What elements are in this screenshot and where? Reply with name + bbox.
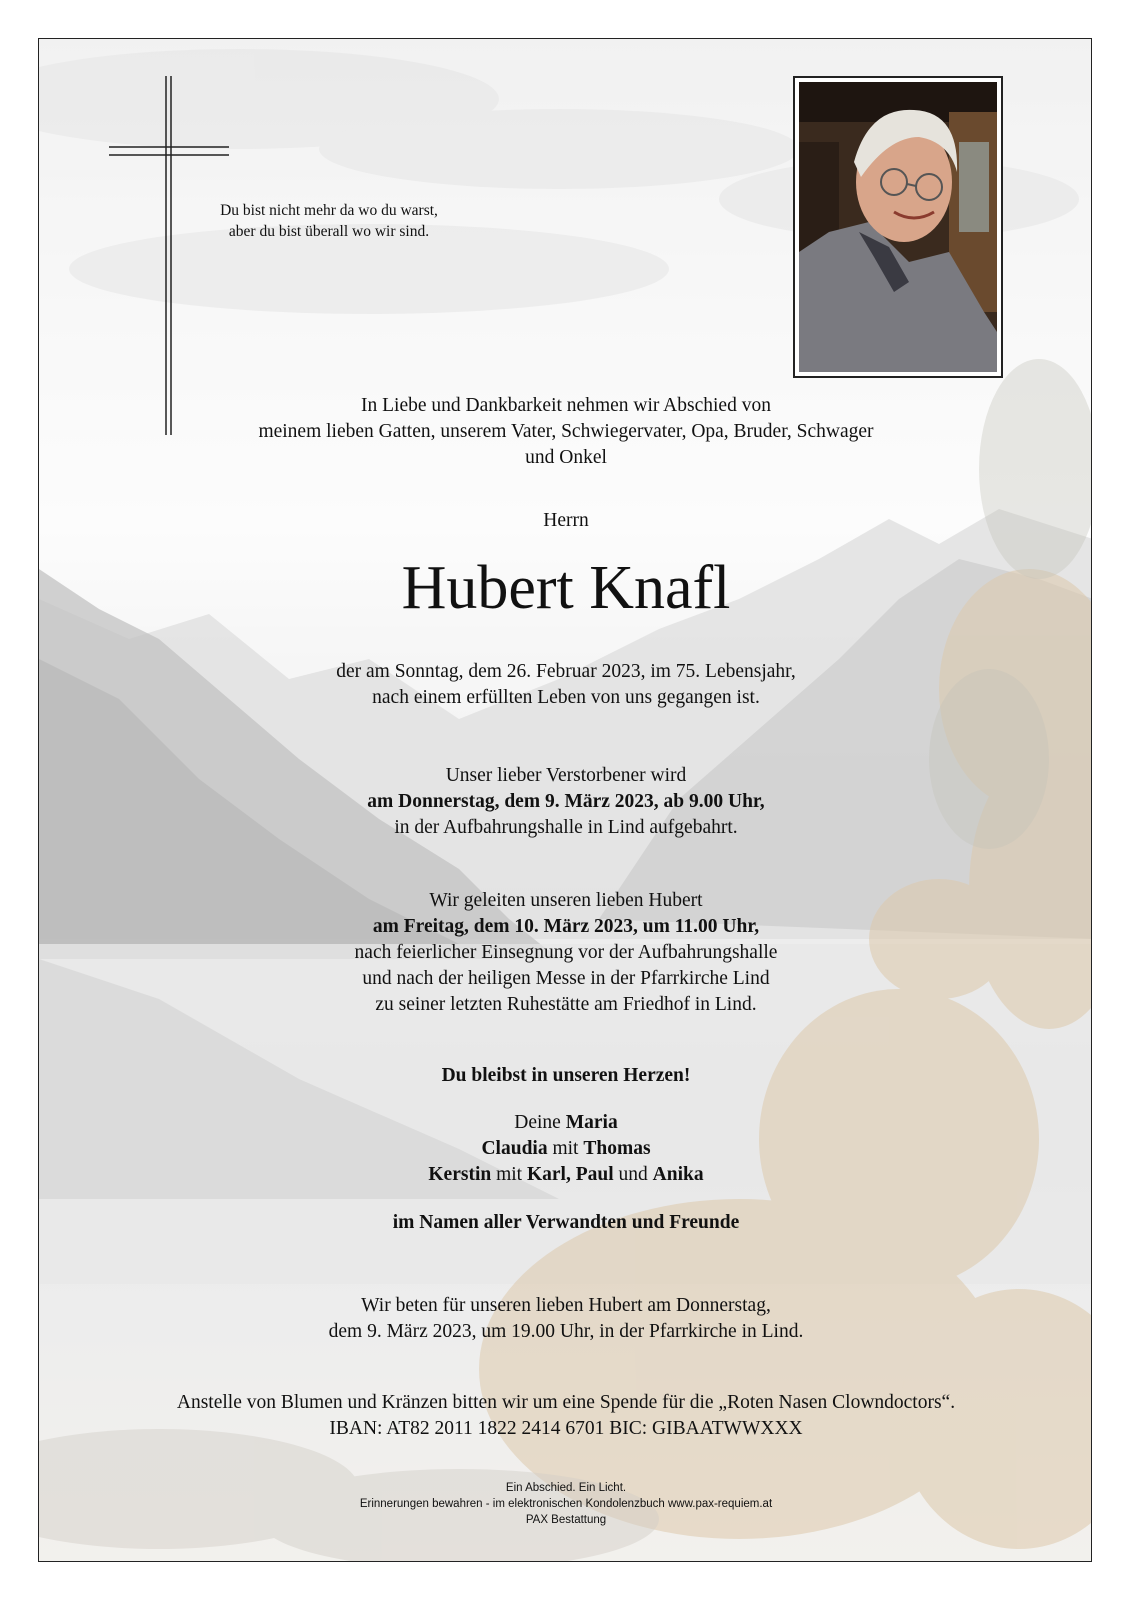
funeral-date: am Freitag, dem 10. März 2023, um 11.00 Uhr, xyxy=(372,916,760,937)
bank-details: IBAN: AT82 2011 1822 2414 6701 BIC: GIBAATWWXXX xyxy=(329,1418,803,1439)
obituary-card xyxy=(38,38,1092,1562)
motto-quote xyxy=(179,200,479,242)
motto-line: Du bist nicht mehr da wo du warst, xyxy=(220,202,438,219)
intro-line: meinem lieben Gatten, unserem Vater, Schwiegervater, Opa, Bruder, Schwager xyxy=(258,421,874,442)
footer-condolence-link: Erinnerungen bewahren - im elektronischen Kondolenzbuch www.pax-requiem.at xyxy=(359,1498,773,1510)
funeral-line: nach feierlicher Einsegnung vor der Aufbahrungshalle xyxy=(354,942,778,963)
mourner-name: Karl, Paul xyxy=(526,1164,614,1185)
mourner-name: Anika xyxy=(652,1164,704,1185)
closing-line: Du bleibst in unseren Herzen! xyxy=(441,1065,691,1086)
footer-company: PAX Bestattung xyxy=(525,1514,607,1526)
mourners-list xyxy=(39,1110,1092,1188)
footer-slogan: Ein Abschied. Ein Licht. xyxy=(505,1482,627,1494)
portrait-image xyxy=(799,82,997,372)
intro-text xyxy=(39,393,1092,471)
viewing-line: Unser lieber Verstorbener wird xyxy=(445,765,687,786)
motto-line: aber du bist überall wo wir sind. xyxy=(228,223,430,240)
mourner-line xyxy=(39,1110,1092,1136)
intro-line: und Onkel xyxy=(525,447,607,468)
mourner-text: mit xyxy=(496,1164,523,1185)
viewing-notice xyxy=(39,763,1092,841)
relatives-line: im Namen aller Verwandten und Freunde xyxy=(392,1212,740,1233)
salutation: Herrn xyxy=(543,510,589,531)
intro-line: In Liebe und Dankbarkeit nehmen wir Abschied von xyxy=(361,395,771,416)
mourner-name: Thomas xyxy=(583,1138,651,1159)
viewing-date: am Donnerstag, dem 9. März 2023, ab 9.00 Uhr, xyxy=(367,791,765,812)
death-line: der am Sonntag, dem 26. Februar 2023, im 75. Lebensjahr, xyxy=(336,661,796,682)
viewing-line: in der Aufbahrungshalle in Lind aufgebahrt. xyxy=(394,817,738,838)
prayer-line: dem 9. März 2023, um 19.00 Uhr, in der Pfarrkirche in Lind. xyxy=(328,1321,804,1342)
portrait-photo xyxy=(793,76,1003,378)
footer xyxy=(39,1480,1092,1528)
mourner-text: mit xyxy=(552,1138,579,1159)
funeral-line: und nach der heiligen Messe in der Pfarrkirche Lind xyxy=(362,968,770,989)
death-line: nach einem erfüllten Leben von uns gegangen ist. xyxy=(372,687,760,708)
funeral-line: zu seiner letzten Ruhestätte am Friedhof in Lind. xyxy=(375,994,757,1015)
funeral-line: Wir geleiten unseren lieben Hubert xyxy=(429,890,703,911)
mourner-line xyxy=(39,1162,1092,1188)
prayer-line: Wir beten für unseren lieben Hubert am Donnerstag, xyxy=(361,1295,771,1316)
prayer-notice xyxy=(39,1293,1092,1345)
donation-line: Anstelle von Blumen und Kränzen bitten wir um eine Spende für die „Roten Nasen Clowndoctors“. xyxy=(176,1392,956,1413)
death-notice xyxy=(39,659,1092,711)
mourner-text: und xyxy=(618,1164,648,1185)
mourner-name: Maria xyxy=(565,1112,618,1133)
mourner-line xyxy=(39,1136,1092,1162)
mourner-name: Kerstin xyxy=(428,1164,492,1185)
mourner-name: Claudia xyxy=(481,1138,548,1159)
donation-notice xyxy=(39,1390,1092,1442)
deceased-name: Hubert Knafl xyxy=(401,554,731,622)
funeral-notice xyxy=(39,888,1092,1018)
mourner-text: Deine xyxy=(514,1112,561,1133)
